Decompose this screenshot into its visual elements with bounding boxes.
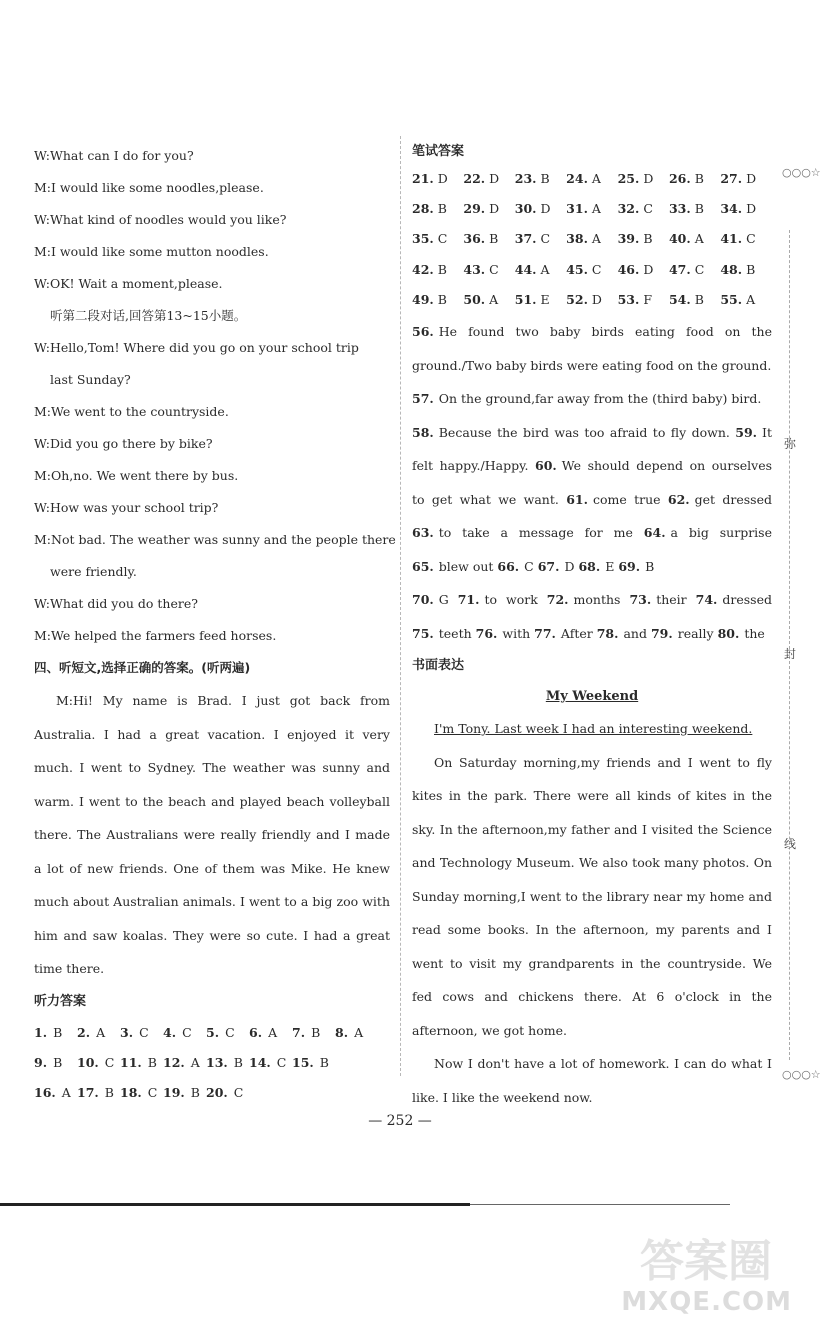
answer-text: It felt happy./Happy. — [412, 424, 772, 474]
section-note: 听第二段对话,回答第13~15小题。 — [50, 308, 247, 323]
listening-answers-grid — [34, 1018, 390, 1109]
answer-value: C — [147, 1084, 158, 1100]
section-4-title: 四、听短文,选择正确的答案。(听两遍) — [34, 660, 251, 675]
answer-cell — [77, 1048, 120, 1078]
watermark-site: MXQE.COM — [621, 1287, 792, 1317]
answer-number: 40. — [668, 231, 691, 247]
answer-number: 70. — [412, 592, 434, 608]
answer-number: 43. — [463, 261, 486, 277]
answer-number: 77. — [534, 625, 556, 641]
answer-value: A — [489, 291, 499, 307]
answer-cell — [515, 194, 566, 224]
answer-value: A — [268, 1024, 278, 1040]
answer-value: C — [276, 1054, 287, 1070]
answer-number: 55. — [720, 291, 743, 307]
listening-answers-heading: 听力答案 — [34, 993, 87, 1009]
answer-value: D — [643, 171, 654, 186]
answer-number: 3. — [120, 1024, 134, 1040]
answer-value: B — [746, 261, 756, 277]
answer-number: 63. — [412, 525, 434, 541]
margin-mark-xian: 线 — [783, 837, 796, 851]
answer-text: blew out — [438, 558, 494, 574]
answer-number: 72. — [546, 592, 569, 608]
answer-text: a big surprise — [670, 525, 772, 541]
answer-number: 64. — [643, 525, 666, 541]
answer-number: 58. — [412, 424, 434, 440]
answer-cell — [77, 1078, 120, 1108]
answer-number: 31. — [566, 201, 588, 217]
answer-cell — [515, 164, 566, 194]
answer-row — [412, 255, 772, 285]
answer-cell — [292, 1048, 335, 1078]
answer-value: C — [694, 261, 705, 277]
answer-number: 78. — [596, 625, 619, 641]
listening-passage: M:Hi! My name is Brad. I just got back from Australia. I had a great vacation. I enjoyed it very much. I went to Sydney. The weather was sunny and warm. I went to the beach and played beach volleyball there. The Australians were really friendly and I made a lot of new friends. One of them was Mike. He knew much about Australian animals. I went to a big zoo with him and saw koalas. They were so cute. I had a great time there. — [34, 693, 390, 976]
answer-number: 28. — [412, 201, 434, 217]
dialogue-line: were friendly. — [50, 564, 137, 579]
answer-cell — [412, 194, 463, 224]
answer-cell — [515, 255, 566, 285]
answer-number: 35. — [412, 231, 434, 247]
answer-cell — [412, 285, 463, 315]
answer-value: B — [437, 261, 447, 277]
answer-cell — [292, 1018, 335, 1048]
answer-number: 54. — [668, 291, 691, 307]
dialogue-line: M:I would like some noodles,please. — [34, 180, 264, 195]
answer-cell — [566, 224, 617, 254]
right-column — [412, 140, 772, 1114]
answer-number: 5. — [206, 1024, 220, 1040]
dialogue-line: M:We went to the countryside. — [34, 404, 229, 419]
answer-cell — [566, 255, 617, 285]
answer-number: 61. — [566, 491, 588, 507]
answer-number: 25. — [617, 171, 640, 186]
answer-row — [34, 1018, 390, 1048]
answer-number: 8. — [335, 1024, 349, 1040]
answer-number: 71. — [457, 592, 480, 608]
answer-cell — [412, 224, 463, 254]
answer-cell — [249, 1018, 292, 1048]
answer-text: their — [656, 592, 687, 608]
answer-value: C — [139, 1024, 149, 1040]
answer-row — [412, 224, 772, 254]
answer-number: 12. — [163, 1054, 185, 1070]
dialogue-line: W:Hello,Tom! Where did you go on your school trip — [34, 340, 359, 355]
answer-number: 62. — [667, 491, 690, 507]
answer-value: B — [694, 291, 704, 307]
answer-value: C — [489, 261, 499, 277]
answer-cell — [77, 1018, 120, 1048]
answer-text: E — [605, 558, 615, 574]
answer-number: 4. — [163, 1024, 177, 1040]
answer-value: B — [311, 1024, 321, 1040]
essay-paragraph-2: On Saturday morning,my friends and I went to fly kites in the park. There were all kinds of kites in the sky. In the afternoon,my father and I visited the Science and Technology Museum. We also took many photos. On Sunday morning,I went to the library near my home and read some books. In the afternoon, my parents and I went to visit my grandparents in the countryside. We fed cows and chickens there. At 6 o'clock in the afternoon, we got home. — [412, 754, 772, 1038]
answer-value: A — [190, 1054, 200, 1070]
answer-row — [34, 1048, 390, 1078]
answer-number: 60. — [535, 458, 557, 474]
dialogue-line: M:Not bad. The weather was sunny and the people there — [34, 532, 396, 547]
answer-number: 17. — [77, 1084, 99, 1100]
answer-cell — [669, 255, 720, 285]
answer-value: B — [694, 171, 704, 186]
watermark — [592, 1225, 792, 1325]
answer-number: 32. — [617, 201, 640, 217]
answer-number: 53. — [617, 291, 640, 307]
answer-value: C — [233, 1084, 244, 1100]
answer-cell — [566, 285, 617, 315]
answer-number: 22. — [463, 171, 486, 186]
answer-row — [34, 1078, 390, 1108]
answer-text: D — [564, 558, 575, 574]
answer-cell — [463, 194, 514, 224]
essay-first-line-text: I'm Tony. Last week I had an interesting weekend. — [434, 721, 753, 737]
answer-value: B — [319, 1054, 329, 1070]
dialogue-line: W:What kind of noodles would you like? — [34, 212, 287, 227]
answer-row — [412, 285, 772, 315]
answer-value: B — [53, 1054, 63, 1070]
answer-cell — [618, 285, 669, 315]
answer-value: A — [591, 231, 601, 247]
answer-cell — [463, 164, 514, 194]
answer-cell — [515, 285, 566, 315]
answer-number: 49. — [412, 291, 434, 307]
answer-text: Because the bird was too afraid to fly down. — [438, 424, 730, 440]
answer-value: C — [540, 231, 551, 247]
answer-cell — [249, 1048, 292, 1078]
answer-number: 69. — [618, 558, 641, 574]
answer-number: 51. — [514, 291, 537, 307]
answer-cell — [669, 224, 720, 254]
dialogue-line: W:OK! Wait a moment,please. — [34, 276, 223, 291]
dialogue-line: W:What did you do there? — [34, 596, 198, 611]
answer-number: 47. — [668, 261, 691, 277]
answer-value: B — [437, 201, 447, 217]
answer-cell — [120, 1048, 163, 1078]
answer-text: to work — [484, 592, 538, 608]
answer-number: 80. — [717, 625, 740, 641]
margin-circles-top: ○○○☆ — [782, 166, 821, 179]
answer-value: B — [53, 1024, 63, 1040]
dialogue-line: W:What can I do for you? — [34, 148, 194, 163]
answer-text: months — [573, 592, 621, 608]
answer-number: 37. — [514, 231, 537, 247]
answer-cell — [618, 164, 669, 194]
answer-number: 39. — [617, 231, 640, 247]
answer-number: 2. — [77, 1024, 91, 1040]
answer-number: 65. — [412, 558, 434, 574]
answer-cell — [720, 194, 771, 224]
answer-text: teeth — [438, 625, 472, 641]
answer-cell — [720, 224, 771, 254]
answer-number: 24. — [566, 171, 588, 186]
answer-number: 21. — [412, 171, 434, 186]
answer-cell — [618, 224, 669, 254]
answer-cell — [34, 1048, 77, 1078]
answer-number: 66. — [497, 558, 520, 574]
fill-answers — [412, 315, 772, 650]
answer-cell — [163, 1078, 206, 1108]
answer-number: 13. — [206, 1054, 228, 1070]
answer-number: 20. — [206, 1084, 228, 1100]
answer-value: D — [437, 171, 448, 186]
answer-number: 44. — [514, 261, 537, 277]
answer-cell — [34, 1018, 77, 1048]
answer-cell — [120, 1018, 163, 1048]
answer-number: 45. — [566, 261, 588, 277]
answer-value: D — [591, 291, 602, 307]
answer-cell — [515, 224, 566, 254]
left-column — [34, 140, 396, 1108]
answer-cell — [120, 1078, 163, 1108]
answer-cell — [618, 255, 669, 285]
answer-cell — [206, 1078, 249, 1108]
answer-number: 67. — [537, 558, 560, 574]
answer-cell — [34, 1078, 77, 1108]
answer-value: C — [437, 231, 448, 247]
essay-first-line — [412, 712, 772, 746]
answer-value: B — [540, 171, 550, 186]
answer-number: 36. — [463, 231, 486, 247]
dialogue-line: M:I would like some mutton noodles. — [34, 244, 269, 259]
answer-value: D — [489, 201, 500, 217]
answer-cell — [463, 285, 514, 315]
answer-number: 42. — [412, 261, 434, 277]
answer-value: B — [190, 1084, 200, 1100]
page-number: — 252 — — [368, 1113, 432, 1129]
margin-circles-bottom: ○○○☆ — [782, 1068, 821, 1081]
answer-cell — [566, 164, 617, 194]
answer-cell — [669, 194, 720, 224]
answer-cell — [566, 194, 617, 224]
answer-text: to take a message for me — [438, 525, 633, 541]
answer-cell — [206, 1048, 249, 1078]
dialogue-line: W:How was your school trip? — [34, 500, 219, 515]
answer-value: A — [96, 1024, 106, 1040]
answer-number: 10. — [77, 1054, 99, 1070]
dialogue-line: W:Did you go there by bike? — [34, 436, 213, 451]
answer-number: 57. — [412, 391, 434, 407]
answer-cell — [335, 1018, 378, 1048]
answer-value: B — [489, 231, 499, 247]
answer-value: C — [643, 201, 653, 217]
answer-value: D — [746, 171, 757, 186]
answer-cell — [412, 164, 463, 194]
answer-text: B — [645, 558, 655, 574]
written-answers-grid — [412, 164, 772, 315]
answer-number: 1. — [34, 1024, 48, 1040]
answer-text: and — [623, 625, 647, 641]
answer-value: C — [225, 1024, 235, 1040]
answer-number: 26. — [668, 171, 691, 186]
answer-cell — [720, 285, 771, 315]
answer-number: 18. — [120, 1084, 142, 1100]
answer-number: 9. — [34, 1054, 48, 1070]
answer-value: F — [643, 291, 652, 307]
answer-number: 33. — [668, 201, 691, 217]
answer-number: 56. — [412, 324, 434, 340]
answer-cell — [669, 164, 720, 194]
answer-cell — [463, 255, 514, 285]
answer-text: with — [502, 625, 531, 641]
answer-number: 7. — [292, 1024, 306, 1040]
answer-number: 76. — [475, 625, 498, 641]
answer-text: G — [438, 592, 449, 608]
answer-value: A — [694, 231, 704, 247]
answer-number: 41. — [720, 231, 743, 247]
answer-cell — [720, 255, 771, 285]
answer-cell — [163, 1048, 206, 1078]
answer-number: 59. — [735, 424, 758, 440]
answer-value: B — [104, 1084, 114, 1100]
dialogue-2 — [34, 332, 396, 652]
answer-number: 79. — [650, 625, 673, 641]
answer-number: 15. — [292, 1054, 314, 1070]
answer-cell — [618, 194, 669, 224]
answer-text: get dressed — [694, 491, 772, 507]
essay-paragraph-3: Now I don't have a lot of homework. I can do what I like. I like the weekend now. — [412, 1056, 772, 1105]
answer-number: 14. — [249, 1054, 271, 1070]
answer-value: C — [182, 1024, 192, 1040]
answer-number: 52. — [566, 291, 588, 307]
answer-number: 23. — [514, 171, 537, 186]
answer-text: C — [524, 558, 534, 574]
answer-value: B — [147, 1054, 157, 1070]
answer-cell — [163, 1018, 206, 1048]
written-answers-heading: 笔试答案 — [412, 144, 465, 159]
answer-text: the — [744, 625, 765, 641]
answer-row — [412, 164, 772, 194]
dialogue-line: M:Oh,no. We went there by bus. — [34, 468, 239, 483]
bottom-rule-thin — [470, 1204, 730, 1205]
answer-value: E — [540, 291, 550, 307]
answer-value: B — [643, 231, 653, 247]
answer-cell — [669, 285, 720, 315]
answer-text: After — [560, 625, 593, 641]
answer-text: He found two baby birds eating food on the ground./Two baby birds were eating food on the ground. — [412, 324, 772, 373]
answer-text: On the ground,far away from the (third baby) bird. — [438, 391, 762, 407]
answer-number: 50. — [463, 291, 486, 307]
bottom-rule — [0, 1203, 470, 1206]
answer-text: We should depend on ourselves to get what we want. — [412, 458, 773, 507]
answer-number: 6. — [249, 1024, 263, 1040]
answer-number: 19. — [163, 1084, 185, 1100]
answer-number: 73. — [629, 592, 652, 608]
answer-cell — [720, 164, 771, 194]
answer-value: D — [540, 201, 551, 217]
answer-number: 75. — [412, 625, 434, 641]
margin-mark-mi: 弥 — [783, 437, 796, 451]
essay-title: My Weekend — [545, 689, 639, 705]
answer-text: really — [677, 625, 714, 641]
dialogue-line: M:We helped the farmers feed horses. — [34, 628, 277, 643]
answer-value: D — [643, 261, 654, 277]
column-divider — [400, 136, 401, 1076]
answer-cell — [463, 224, 514, 254]
answer-number: 34. — [720, 201, 743, 217]
answer-value: B — [694, 201, 704, 217]
answer-text: come true — [592, 491, 661, 507]
answer-number: 48. — [720, 261, 743, 277]
answer-value: B — [233, 1054, 243, 1070]
answer-value: D — [489, 171, 500, 186]
answer-number: 38. — [566, 231, 588, 247]
answer-value: A — [591, 171, 601, 186]
answer-number: 46. — [617, 261, 640, 277]
answer-cell — [412, 255, 463, 285]
answer-number: 68. — [578, 558, 601, 574]
answer-value: A — [540, 261, 550, 277]
answer-number: 29. — [463, 201, 486, 217]
answer-value: B — [437, 291, 447, 307]
watermark-logo: 答案圈 — [640, 1236, 772, 1287]
answer-number: 30. — [514, 201, 537, 217]
answer-text: dressed — [722, 592, 772, 608]
answer-number: 16. — [34, 1084, 56, 1100]
answer-row — [412, 194, 772, 224]
answer-value: D — [746, 201, 757, 217]
answer-value: C — [104, 1054, 115, 1070]
dialogue-line: last Sunday? — [50, 372, 131, 387]
answer-value: A — [354, 1024, 364, 1040]
answer-value: A — [591, 201, 601, 217]
answer-value: A — [61, 1084, 71, 1100]
answer-value: C — [746, 231, 756, 247]
dialogue-1 — [34, 140, 390, 300]
margin-mark-feng: 封 — [783, 647, 796, 661]
answer-number: 27. — [720, 171, 743, 186]
answer-cell — [206, 1018, 249, 1048]
answer-number: 74. — [695, 592, 718, 608]
answer-number: 11. — [120, 1054, 142, 1070]
answer-value: C — [591, 261, 602, 277]
writing-heading: 书面表达 — [412, 658, 465, 674]
answer-value: A — [746, 291, 756, 307]
